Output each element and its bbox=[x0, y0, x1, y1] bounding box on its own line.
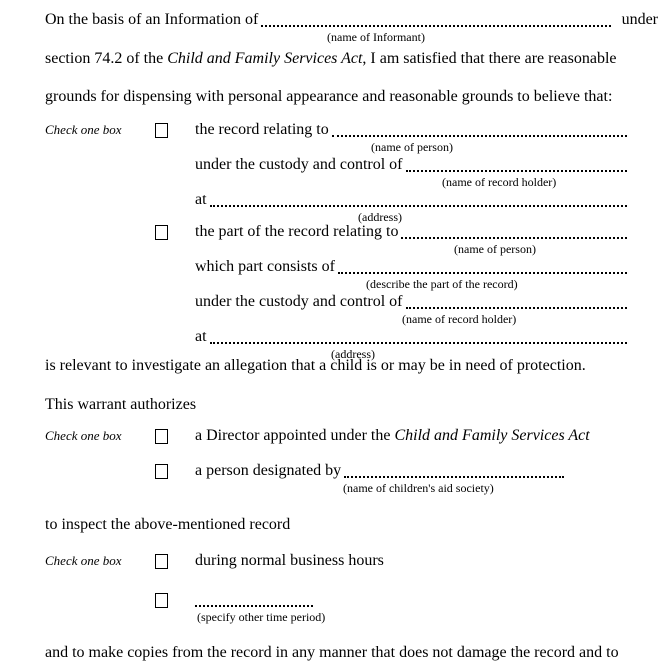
field-address[interactable] bbox=[210, 328, 627, 344]
text: section 74.2 of the bbox=[45, 50, 168, 67]
field-label: under the custody and control of bbox=[195, 293, 403, 310]
field-part-description[interactable] bbox=[338, 258, 627, 274]
line-grounds: grounds for dispensing with personal appearance and reasonable grounds to believe that: bbox=[45, 88, 613, 105]
text-line bbox=[195, 426, 658, 446]
text: during normal business hours bbox=[195, 552, 384, 569]
intro-text-under: under bbox=[621, 11, 658, 28]
field-line bbox=[195, 257, 630, 277]
checkbox-cell bbox=[155, 120, 195, 225]
checkbox-cell bbox=[155, 551, 195, 574]
field-line bbox=[195, 120, 630, 140]
caption-name-of-person: (name of person) bbox=[371, 140, 453, 154]
caption-record-holder: (name of record holder) bbox=[442, 175, 557, 189]
field-line bbox=[195, 461, 567, 481]
check-one-box-label: Check one box bbox=[45, 122, 122, 137]
checkbox-business-hours-icon[interactable] bbox=[155, 554, 168, 569]
gutter-empty bbox=[45, 461, 155, 496]
field-label: the part of the record relating to bbox=[195, 223, 399, 240]
line-information-of bbox=[45, 10, 658, 30]
field-person-name[interactable] bbox=[401, 223, 627, 239]
field-person-name[interactable] bbox=[332, 121, 627, 137]
checkbox-part-of-record-icon[interactable] bbox=[155, 225, 168, 240]
field-informant-name[interactable] bbox=[261, 11, 610, 27]
caption-address: (address) bbox=[331, 347, 375, 361]
check-one-box-label: Check one box bbox=[45, 428, 122, 443]
caption-describe-part: (describe the part of the record) bbox=[366, 277, 518, 291]
option-record-content bbox=[195, 120, 630, 225]
option-part-content bbox=[195, 222, 630, 362]
option-other-time bbox=[45, 590, 658, 625]
caption-specify-time: (specify other time period) bbox=[197, 610, 326, 624]
option-hours-content bbox=[195, 551, 658, 574]
checkbox-cell bbox=[155, 461, 195, 496]
line-inspect: to inspect the above-mentioned record bbox=[45, 516, 291, 533]
field-line bbox=[195, 190, 630, 210]
line-authorizes: This warrant authorizes bbox=[45, 396, 197, 413]
option-director-content bbox=[195, 426, 658, 449]
caption-aid-society: (name of children's aid society) bbox=[343, 481, 494, 495]
text: a Director appointed under the Child and Family Services Act bbox=[195, 427, 590, 444]
check-one-box-label: Check one box bbox=[45, 553, 122, 568]
field-label: under the custody and control of bbox=[195, 156, 403, 173]
field-label: which part consists of bbox=[195, 258, 335, 275]
checkbox-designated-person-icon[interactable] bbox=[155, 464, 168, 479]
field-other-time-period[interactable] bbox=[195, 591, 313, 607]
option-other-content bbox=[195, 590, 658, 625]
caption-record-holder: (name of record holder) bbox=[402, 312, 517, 326]
line-section-74 bbox=[45, 49, 658, 69]
field-line bbox=[195, 222, 630, 242]
checkbox-cell bbox=[155, 590, 195, 625]
field-label: at bbox=[195, 191, 207, 208]
act-title-italic: Child and Family Services Act bbox=[394, 427, 590, 444]
gutter-empty bbox=[45, 590, 155, 625]
field-record-holder[interactable] bbox=[406, 156, 628, 172]
text: , I am satisfied that there are reasonable bbox=[362, 50, 617, 67]
field-record-holder[interactable] bbox=[406, 293, 628, 309]
line-make-copies: and to make copies from the record in any manner that does not damage the record and to bbox=[45, 644, 619, 661]
option-part-of-record bbox=[45, 222, 658, 362]
checkbox-director-icon[interactable] bbox=[155, 429, 168, 444]
field-address[interactable] bbox=[210, 191, 627, 207]
field-line bbox=[195, 590, 658, 610]
field-label: at bbox=[195, 328, 207, 345]
field-label: a person designated by bbox=[195, 462, 342, 479]
field-label: the record relating to bbox=[195, 121, 329, 138]
field-line bbox=[195, 155, 630, 175]
option-director bbox=[45, 426, 658, 449]
gutter-empty bbox=[45, 222, 155, 362]
act-title-italic: Child and Family Services Act bbox=[167, 50, 363, 67]
field-line bbox=[195, 327, 630, 347]
option-business-hours bbox=[45, 551, 658, 574]
caption-name-of-informant: (name of Informant) bbox=[327, 30, 425, 44]
option-record bbox=[45, 120, 658, 225]
option-person-content bbox=[195, 461, 658, 496]
caption-name-of-person: (name of person) bbox=[454, 242, 536, 256]
text-line bbox=[195, 551, 658, 571]
checkbox-other-time-icon[interactable] bbox=[155, 593, 168, 608]
checkbox-cell bbox=[155, 426, 195, 449]
checkbox-record-icon[interactable] bbox=[155, 123, 168, 138]
caption-address: (address) bbox=[358, 210, 402, 224]
intro-text: On the basis of an Information of bbox=[45, 11, 259, 28]
line-relevant: is relevant to investigate an allegation that a child is or may be in need of protection. bbox=[45, 357, 586, 374]
field-line bbox=[195, 292, 630, 312]
checkbox-cell bbox=[155, 222, 195, 362]
option-designated-person bbox=[45, 461, 658, 496]
field-aid-society[interactable] bbox=[344, 462, 564, 478]
